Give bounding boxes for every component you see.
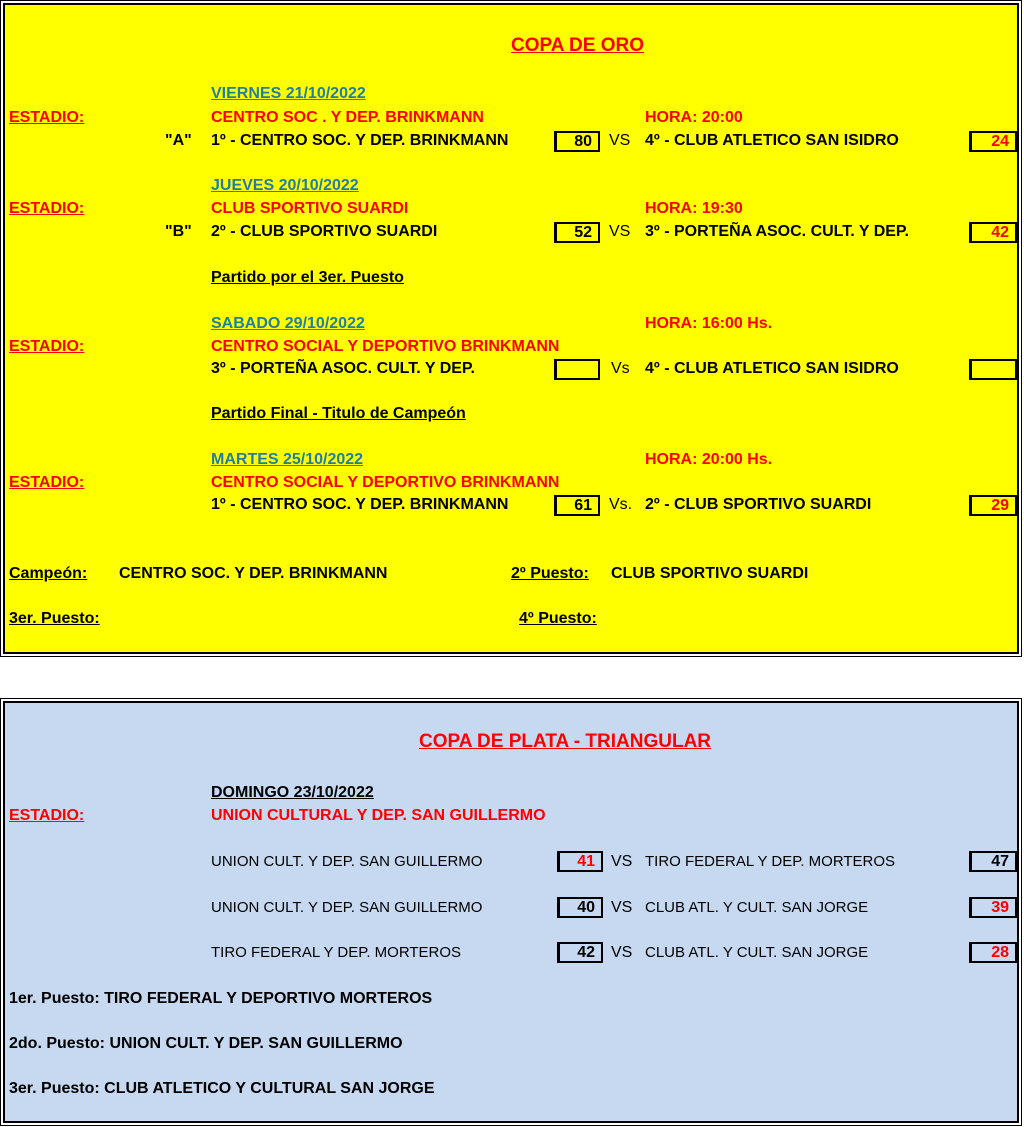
match2-away-score: 42 <box>969 222 1017 243</box>
second-place-value: CLUB SPORTIVO SUARDI <box>611 565 809 582</box>
match1-venue: CENTRO SOC . Y DEP. BRINKMANN <box>211 109 484 126</box>
match4-away-score: 29 <box>969 495 1017 516</box>
match1-estadio-label: ESTADIO: <box>9 109 85 126</box>
plata-venue: UNION CULTURAL Y DEP. SAN GUILLERMO <box>211 807 546 824</box>
match1-away-score: 24 <box>969 131 1017 152</box>
final-heading: Partido Final - Titulo de Campeón <box>211 405 466 422</box>
match3-away-team: 4º - CLUB ATLETICO SAN ISIDRO <box>645 360 899 377</box>
plata-match3-vs: VS <box>611 944 633 961</box>
plata-match1-away-score: 47 <box>969 851 1017 872</box>
match1-away-team: 4º - CLUB ATLETICO SAN ISIDRO <box>645 132 899 149</box>
match4-home-score: 61 <box>554 495 600 516</box>
plata-match3-home-team: TIRO FEDERAL Y DEP. MORTEROS <box>211 944 462 961</box>
match2-group: "B" <box>165 223 192 240</box>
plata-match3-home-score: 42 <box>557 942 603 963</box>
plata-match1-home-team: UNION CULT. Y DEP. SAN GUILLERMO <box>211 853 483 870</box>
match2-away-team: 3º - PORTEÑA ASOC. CULT. Y DEP. <box>645 223 909 240</box>
match1-vs: VS <box>609 132 631 149</box>
match4-estadio-label: ESTADIO: <box>9 474 85 491</box>
match4-vs: Vs. <box>609 496 633 513</box>
champion-label: Campeón: <box>9 565 88 582</box>
match3-home-team: 3º - PORTEÑA ASOC. CULT. Y DEP. <box>211 360 475 377</box>
plata-estadio-label: ESTADIO: <box>9 807 85 824</box>
match1-group: "A" <box>165 132 192 149</box>
match3-vs: Vs <box>611 360 630 377</box>
match4-date: MARTES 25/10/2022 <box>211 451 364 468</box>
plata-match2-home-score: 40 <box>557 897 603 918</box>
plata-standing-3: 3er. Puesto: CLUB ATLETICO Y CULTURAL SAN JORGE <box>9 1080 435 1097</box>
plata-match1-home-score: 41 <box>557 851 603 872</box>
plata-match3-away-team: CLUB ATL. Y CULT. SAN JORGE <box>645 944 869 961</box>
plata-match2-vs: VS <box>611 899 633 916</box>
match4-away-team: 2º - CLUB SPORTIVO SUARDI <box>645 496 872 513</box>
match4-hora: HORA: 20:00 Hs. <box>645 451 773 468</box>
plata-standing-1: 1er. Puesto: TIRO FEDERAL Y DEPORTIVO MORTEROS <box>9 990 433 1007</box>
plata-standing-2: 2do. Puesto: UNION CULT. Y DEP. SAN GUILLERMO <box>9 1035 403 1052</box>
match3-home-score <box>554 359 600 380</box>
match2-estadio-label: ESTADIO: <box>9 200 85 217</box>
match1-date: VIERNES 21/10/2022 <box>211 85 366 102</box>
third-place-label: 3er. Puesto: <box>9 610 100 627</box>
plata-match3-away-score: 28 <box>969 942 1017 963</box>
copa-de-oro-panel <box>3 3 1019 654</box>
match3-hora: HORA: 16:00 Hs. <box>645 315 773 332</box>
match2-home-score: 52 <box>554 222 600 243</box>
copa-oro-title: COPA DE ORO <box>511 35 645 56</box>
match2-hora: HORA: 19:30 <box>645 200 743 217</box>
match2-vs: VS <box>609 223 631 240</box>
match2-venue: CLUB SPORTIVO SUARDI <box>211 200 409 217</box>
plata-match2-away-team: CLUB ATL. Y CULT. SAN JORGE <box>645 899 869 916</box>
match2-date: JUEVES 20/10/2022 <box>211 177 359 194</box>
plata-match2-away-score: 39 <box>969 897 1017 918</box>
plata-date: DOMINGO 23/10/2022 <box>211 784 374 801</box>
match3-date: SABADO 29/10/2022 <box>211 315 365 332</box>
plata-match2-home-team: UNION CULT. Y DEP. SAN GUILLERMO <box>211 899 483 916</box>
copa-plata-title: COPA DE PLATA - TRIANGULAR <box>419 731 712 752</box>
match1-home-score: 80 <box>554 131 600 152</box>
match4-home-team: 1º - CENTRO SOC. Y DEP. BRINKMANN <box>211 496 509 513</box>
match2-home-team: 2º - CLUB SPORTIVO SUARDI <box>211 223 438 240</box>
fourth-place-label: 4º Puesto: <box>519 610 597 627</box>
plata-match1-away-team: TIRO FEDERAL Y DEP. MORTEROS <box>645 853 896 870</box>
match1-home-team: 1º - CENTRO SOC. Y DEP. BRINKMANN <box>211 132 509 149</box>
second-place-label: 2º Puesto: <box>511 565 589 582</box>
plata-match1-vs: VS <box>611 853 633 870</box>
match3-venue: CENTRO SOCIAL Y DEPORTIVO BRINKMANN <box>211 338 560 355</box>
champion-value: CENTRO SOC. Y DEP. BRINKMANN <box>119 565 388 582</box>
third-place-heading: Partido por el 3er. Puesto <box>211 269 404 286</box>
match4-venue: CENTRO SOCIAL Y DEPORTIVO BRINKMANN <box>211 474 560 491</box>
match3-estadio-label: ESTADIO: <box>9 338 85 355</box>
match3-away-score <box>969 359 1017 380</box>
match1-hora: HORA: 20:00 <box>645 109 743 126</box>
copa-de-plata-panel <box>3 701 1019 1123</box>
